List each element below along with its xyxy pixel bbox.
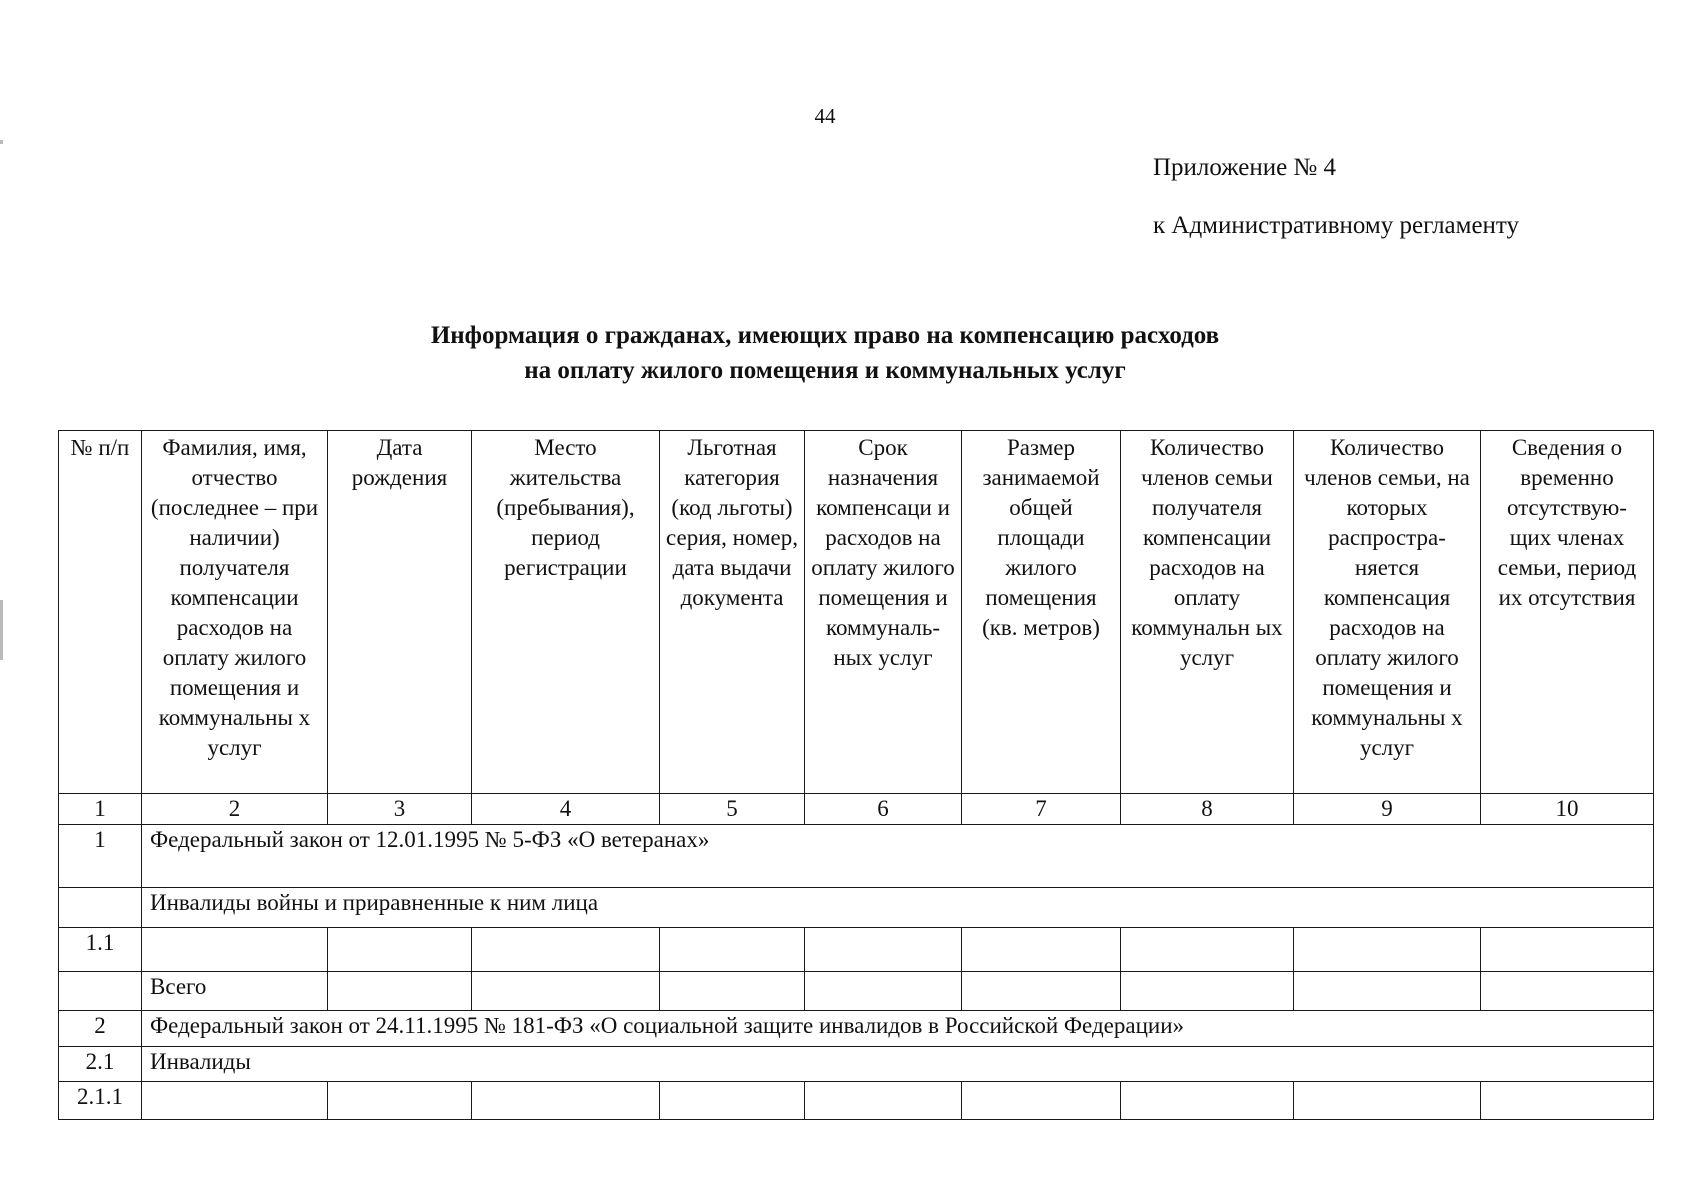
table-row-law-181fz bbox=[59, 1011, 1654, 1047]
empty-cell bbox=[962, 972, 1121, 1011]
column-number: 10 bbox=[1481, 794, 1654, 825]
empty-cell bbox=[1294, 1082, 1481, 1120]
header-cell-family-members-utilities: Количество членов семьи получателя компенсации расходов на оплату коммунальн ых услуг bbox=[1121, 431, 1294, 794]
column-number: 7 bbox=[962, 794, 1121, 825]
column-number: 9 bbox=[1294, 794, 1481, 825]
row-number: 1.1 bbox=[59, 928, 142, 972]
row-number: 1 bbox=[59, 825, 142, 888]
empty-cell bbox=[142, 928, 328, 972]
empty-cell bbox=[1294, 972, 1481, 1011]
document-title-line-2: на оплату жилого помещения и коммунальных услуг bbox=[524, 357, 1126, 384]
row-number: 2.1.1 bbox=[59, 1082, 142, 1120]
table-row-total bbox=[59, 972, 1654, 1011]
table-row-2-1 bbox=[59, 1047, 1654, 1082]
table-row-law-5fz bbox=[59, 825, 1654, 888]
header-cell-living-area: Размер занимаемой общей площади жилого помещения (кв. метров) bbox=[962, 431, 1121, 794]
row-number: 2.1 bbox=[59, 1047, 142, 1082]
empty-cell bbox=[962, 928, 1121, 972]
column-number: 6 bbox=[805, 794, 962, 825]
empty-cell bbox=[472, 972, 660, 1011]
empty-cell bbox=[660, 972, 805, 1011]
empty-cell bbox=[660, 928, 805, 972]
empty-cell bbox=[472, 928, 660, 972]
table-row-war-invalids bbox=[59, 888, 1654, 928]
war-invalids-category: Инвалиды войны и приравненные к ним лица bbox=[142, 888, 1654, 928]
empty-cell bbox=[1121, 1082, 1294, 1120]
empty-cell bbox=[1481, 1082, 1654, 1120]
column-number: 2 bbox=[142, 794, 328, 825]
column-number: 8 bbox=[1121, 794, 1294, 825]
empty-cell bbox=[1294, 928, 1481, 972]
column-numbers-row bbox=[59, 794, 1654, 825]
column-number: 3 bbox=[328, 794, 472, 825]
header-cell-compensation-term: Срок назначения компенсаци и расходов на оплату жилого помещения и коммуналь- ных услуг bbox=[805, 431, 962, 794]
empty-cell bbox=[328, 1082, 472, 1120]
empty-cell bbox=[1121, 972, 1294, 1011]
empty-cell bbox=[59, 888, 142, 928]
empty-cell bbox=[1481, 928, 1654, 972]
header-cell-absent-members: Сведения о временно отсутствую- щих членах семьи, период их отсутствия bbox=[1481, 431, 1654, 794]
document-title bbox=[0, 318, 1650, 388]
invalids-category: Инвалиды bbox=[142, 1047, 1654, 1082]
row-number: 2 bbox=[59, 1011, 142, 1047]
scan-edge-mark bbox=[0, 600, 3, 660]
empty-cell bbox=[805, 928, 962, 972]
table-row-1-1 bbox=[59, 928, 1654, 972]
empty-cell bbox=[1121, 928, 1294, 972]
appendix-label: Приложение № 4 bbox=[1153, 154, 1337, 181]
column-number: 4 bbox=[472, 794, 660, 825]
page-number: 44 bbox=[814, 104, 836, 128]
header-cell-family-members-housing: Количество членов семьи, на которых распростра- няется компенсация расходов на оплату жилого помещения и коммунальны х услуг bbox=[1294, 431, 1481, 794]
law-181fz-title: Федеральный закон от 24.11.1995 № 181-ФЗ «О социальной защите инвалидов в Российской Федерации» bbox=[142, 1011, 1654, 1047]
header-cell-benefit-category: Льготная категория (код льготы) серия, номер, дата выдачи документа bbox=[660, 431, 805, 794]
empty-cell bbox=[805, 1082, 962, 1120]
header-cell-birth-date: Дата рождения bbox=[328, 431, 472, 794]
empty-cell bbox=[1481, 972, 1654, 1011]
table-row-2-1-1 bbox=[59, 1082, 1654, 1120]
empty-cell bbox=[805, 972, 962, 1011]
table-header-row bbox=[59, 431, 1654, 794]
empty-cell bbox=[328, 972, 472, 1011]
document-title-line-1: Информация о гражданах, имеющих право на компенсацию расходов bbox=[430, 322, 1220, 349]
empty-cell bbox=[142, 1082, 328, 1120]
empty-cell bbox=[59, 972, 142, 1011]
law-5fz-title: Федеральный закон от 12.01.1995 № 5-ФЗ «О ветеранах» bbox=[142, 825, 1654, 888]
scan-edge-mark bbox=[0, 140, 3, 144]
column-number: 1 bbox=[59, 794, 142, 825]
empty-cell bbox=[962, 1082, 1121, 1120]
total-label: Всего bbox=[142, 972, 328, 1011]
header-cell-full-name: Фамилия, имя, отчество (последнее – при наличии) получателя компенсации расходов на оплату жилого помещения и коммунальны х услуг bbox=[142, 431, 328, 794]
appendix-regulation-label: к Административному регламенту bbox=[1153, 212, 1520, 239]
empty-cell bbox=[328, 928, 472, 972]
citizens-info-table bbox=[58, 430, 1654, 1120]
header-cell-residence: Место жительства (пребывания), период регистрации bbox=[472, 431, 660, 794]
header-cell-num: № п/п bbox=[59, 431, 142, 794]
column-number: 5 bbox=[660, 794, 805, 825]
empty-cell bbox=[660, 1082, 805, 1120]
empty-cell bbox=[472, 1082, 660, 1120]
